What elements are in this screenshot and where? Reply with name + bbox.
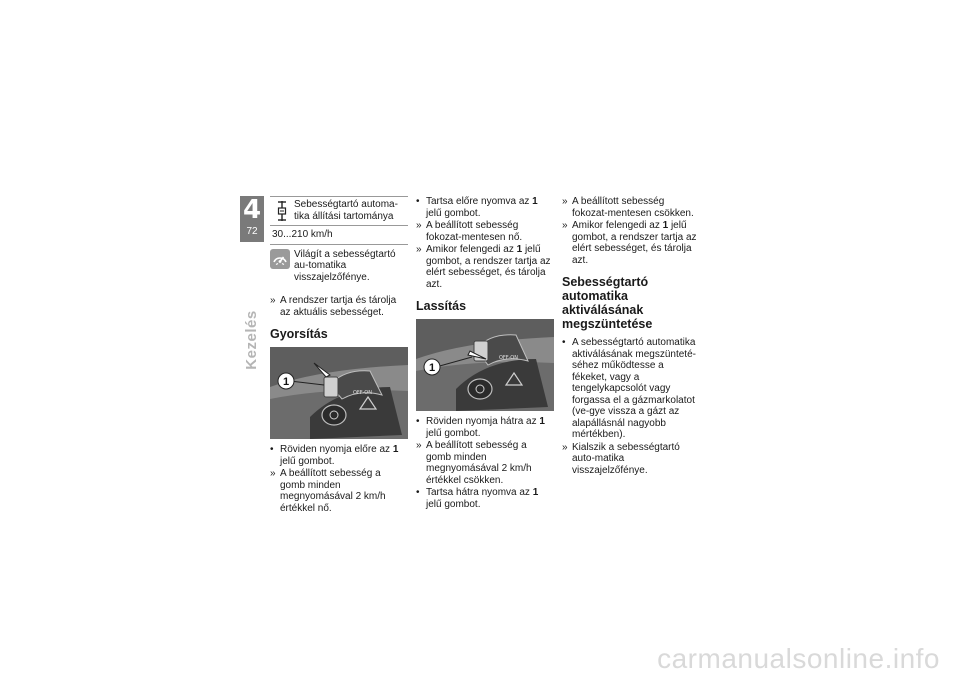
watermark: carmanualsonline.info (657, 643, 940, 674)
result-marker: » (562, 196, 568, 207)
list-item-text: A beállított sebesség a gomb minden megnyomásával 2 km/h értékkel csökken. (426, 440, 532, 486)
result-marker: » (270, 468, 276, 479)
switch-label: OFF·ON (499, 355, 518, 361)
list-item-text: A sebességtartó automatika aktiválásának megszünteté-séhez működtesse a fékeket, vagy a tengelykapcsolót vagy forgassa el a gázmarkolatot (ve-gye vissza a gázt az alapállásnál nagyobb mértékben). (572, 337, 696, 440)
step-marker: • (562, 337, 566, 348)
list-item-text-pre: Röviden nyomja hátra az (426, 416, 540, 427)
result-marker: » (416, 440, 422, 451)
list-item (270, 444, 408, 467)
result-marker: » (416, 220, 422, 231)
result-marker: » (562, 441, 568, 453)
list-item-text: A rendszer tartja és tárolja az aktuális sebességet. (280, 295, 397, 318)
setting-value: 30...210 km/h (270, 225, 408, 244)
list-item-text-pre: Röviden nyomja előre az (280, 444, 393, 455)
ref-number: 1 (662, 220, 669, 231)
list-item-text-post: jelű gombot. (426, 427, 481, 439)
indicator-row (270, 249, 408, 284)
section-heading-deactivation: Sebességtartó automatika aktiválásának megszüntetése (562, 275, 653, 331)
list-item (270, 295, 408, 318)
step-marker: • (416, 487, 420, 498)
list-item-text-post: jelű gombot. (426, 207, 481, 219)
setting-box (270, 196, 408, 245)
callout-1: 1 (428, 362, 436, 374)
ref-number: 1 (392, 444, 399, 455)
ref-number: 1 (539, 416, 545, 427)
list-item (416, 416, 554, 439)
list-item (562, 220, 700, 266)
switch-label: OFF·ON (353, 390, 372, 396)
list-item-text: A beállított sebesség fokozat-mentesen nő. (426, 220, 523, 243)
column-1 (270, 196, 408, 515)
ref-number: 1 (532, 487, 539, 498)
column-2 (416, 196, 554, 511)
handlebar-switch-photo (270, 347, 408, 439)
chapter-tab (240, 196, 264, 242)
list-item (270, 468, 408, 514)
ref-number: 1 (516, 244, 523, 255)
list-item (416, 244, 554, 290)
indicator-text: Világít a sebességtartó au-tomatika visszajelzőfénye. (294, 248, 396, 283)
chapter-number: 4 (242, 195, 262, 225)
list-item (562, 196, 700, 219)
column-3 (562, 196, 700, 477)
setting-row (270, 197, 408, 225)
ref-number: 1 (532, 196, 538, 207)
step-marker: • (270, 444, 274, 455)
result-marker: » (270, 295, 276, 306)
step-marker: • (416, 416, 420, 427)
chapter-title: Kezelés (242, 310, 260, 370)
setting-label: Sebességtartó automa-tika állítási tartománya (294, 199, 398, 222)
section-heading-deceleration: Lassítás (416, 299, 467, 313)
section-heading-acceleration: Gyorsítás (270, 327, 328, 341)
list-item-text-post: jelű gombot. (426, 498, 481, 510)
handlebar-switch-photo (416, 319, 554, 411)
list-item-text-pre: Amikor felengedi az (572, 220, 663, 231)
step-marker: • (416, 196, 420, 207)
result-marker: » (562, 220, 568, 231)
adjustment-range-icon (270, 199, 294, 222)
list-item-text: A beállított sebesség fokozat-mentesen csökken. (572, 196, 694, 219)
list-item (416, 440, 554, 486)
list-item (416, 220, 554, 243)
list-item-text: A beállított sebesség a gomb minden megnyomásával 2 km/h értékkel nő. (280, 468, 386, 514)
list-item (416, 196, 554, 219)
list-item-text-post: jelű gombot, a rendszer tartja az elért sebességet, és tárolja azt. (426, 244, 551, 290)
callout-1: 1 (282, 376, 290, 388)
result-marker: » (416, 244, 422, 255)
cruise-control-indicator-icon (270, 249, 294, 284)
list-item-text-pre: Tartsa hátra nyomva az (426, 487, 533, 498)
list-item (562, 442, 700, 477)
list-item (562, 337, 700, 441)
page-number: 72 (246, 226, 258, 237)
list-item-text: Kialszik a sebességtartó auto-matika visszajelzőfénye. (572, 441, 680, 476)
list-item-text-pre: Tartsa előre nyomva az (426, 196, 533, 207)
list-item-text-post: jelű gombot, a rendszer tartja az elért sebességet, és tárolja azt. (572, 220, 697, 266)
list-item (416, 487, 554, 510)
list-item-text-pre: Amikor felengedi az (426, 244, 517, 255)
list-item-text-post: jelű gombot. (280, 455, 335, 467)
